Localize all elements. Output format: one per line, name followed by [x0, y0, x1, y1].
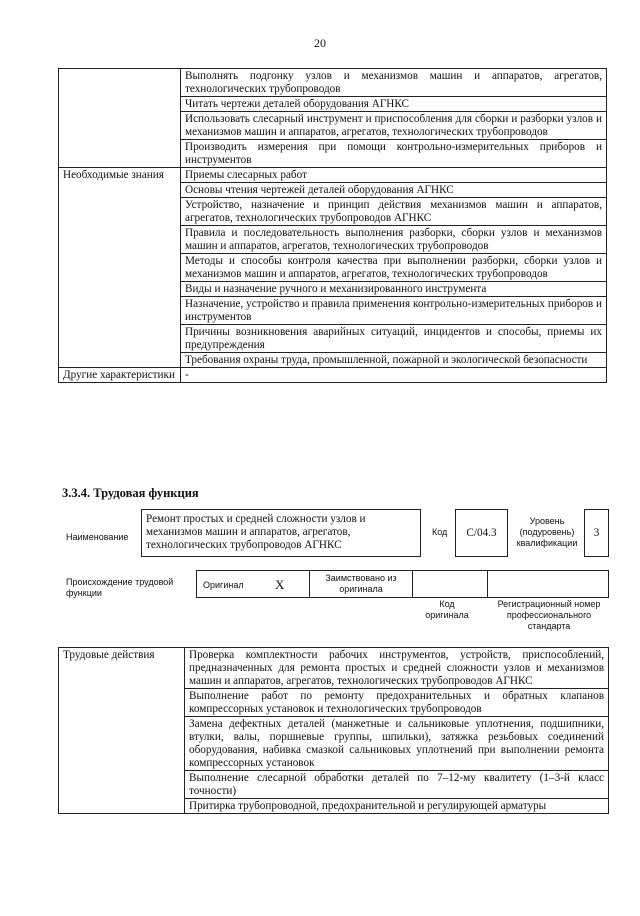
table-cell: Замена дефектных деталей (манжетные и сальниковые уплотнения, подшипники, втулки, валы, поршневые группы, шпильки), затяжка резьбовых соединений оборудования, набивка смазкой сальниковых уплотнений при выполнении ремонта компрессорных установок [185, 717, 609, 771]
row-label-other: Другие характеристики [59, 368, 181, 383]
skills-knowledge-table [58, 68, 607, 383]
original-checkmark: X [275, 577, 285, 592]
table-cell: Назначение, устройство и правила применения контрольно-измерительных приборов и инструментов [181, 297, 607, 325]
row-label-knowledge: Необходимые знания [59, 168, 181, 368]
origin-label: Происхождение трудовой функции [66, 577, 174, 598]
table-cell: - [181, 368, 607, 383]
table-cell: Причины возникновения аварийных ситуаций, инцидентов и способы, приемы их предупреждения [181, 325, 607, 353]
code-label: Код [432, 527, 448, 537]
name-value-box: Ремонт простых и средней сложности узлов и механизмов машин и аппаратов, агрегатов, технологических трубопроводов АГНКС [141, 509, 421, 557]
borrowed-label: Заимствовано из оригинала [325, 573, 397, 594]
table-cell: Требования охраны труда, промышленной, пожарной и экологической безопасности [181, 353, 607, 368]
labour-actions-table [58, 647, 609, 814]
reg-number-label: Регистрационный номер профессионального стандарта [497, 598, 601, 631]
level-label: Уровень (подуровень) квалификации [516, 515, 578, 548]
table-cell: Выполнение работ по ремонту предохранительных и обратных клапанов компрессорных установок и технологических трубопроводов [185, 689, 609, 717]
page-number: 20 [314, 36, 326, 50]
table-row [59, 168, 607, 183]
table-cell: Методы и способы контроля качества при выполнении разборки, сборки узлов и механизмов машин и аппаратов, агрегатов, технологических трубопроводов [181, 254, 607, 282]
table-cell: Выполнять подгонку узлов и механизмов машин и аппаратов, агрегатов, технологических трубопроводов [181, 69, 607, 97]
table-cell: Выполнение слесарной обработки деталей по 7–12-му квалитету (1–3-й класс точности) [185, 771, 609, 799]
divider [487, 571, 488, 597]
divider [309, 571, 310, 597]
divider [412, 571, 413, 597]
name-label: Наименование [66, 532, 129, 542]
table-row [59, 69, 607, 97]
section-heading: 3.3.4. Трудовая функция [62, 486, 199, 500]
origin-table [196, 570, 609, 598]
code-value-box: С/04.3 [455, 509, 508, 557]
table-cell: Приемы слесарных работ [181, 168, 607, 183]
table-cell: Виды и назначение ручного и механизированного инструмента [181, 282, 607, 297]
table-cell: Проверка комплектности рабочих инструментов, устройств, приспособлений, предназначенных для ремонта простых и средней сложности узлов и механизмов машин и аппаратов, агрегатов, технологических трубопроводов АГНКС [185, 648, 609, 689]
level-value-box: 3 [584, 509, 609, 557]
table-cell: Использовать слесарный инструмент и приспособления для сборки и разборки узлов и механизмов машин и аппаратов, агрегатов, технологических трубопроводов [181, 112, 607, 140]
row-label-actions: Трудовые действия [59, 648, 185, 814]
original-label: Оригинал [203, 580, 244, 590]
table-cell: Притирка трубопроводной, предохранительной и регулирующей арматуры [185, 799, 609, 814]
table-cell: Читать чертежи деталей оборудования АГНКС [181, 97, 607, 112]
table-cell: Основы чтения чертежей деталей оборудования АГНКС [181, 183, 607, 198]
table-row [59, 648, 609, 689]
table-row [59, 368, 607, 383]
code-original-label: Код оригинала [425, 599, 469, 620]
table-cell: Производить измерения при помощи контрольно-измерительных приборов и инструментов [181, 140, 607, 168]
row-label [59, 69, 181, 168]
table-cell: Устройство, назначение и принцип действия механизмов машин и аппаратов, агрегатов, технологических трубопроводов АГНКС [181, 198, 607, 226]
table-cell: Правила и последовательность выполнения разборки, сборки узлов и механизмов машин и аппаратов, агрегатов, технологических трубопроводов [181, 226, 607, 254]
